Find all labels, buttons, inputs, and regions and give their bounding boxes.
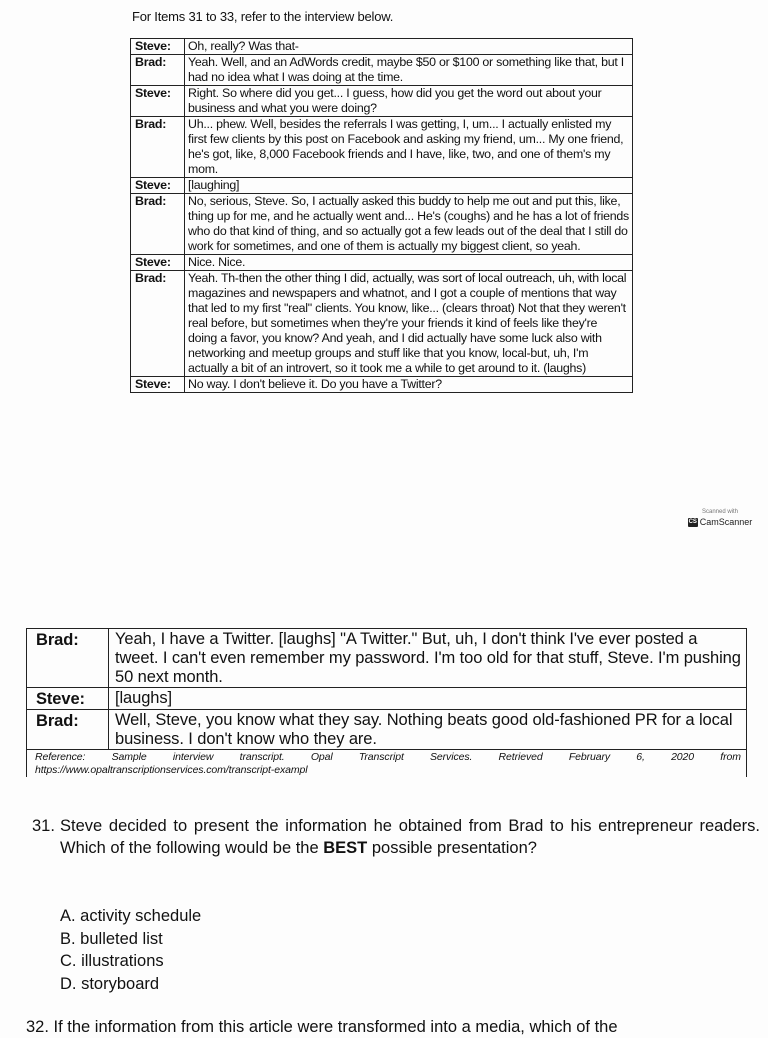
reference-word: interview: [172, 751, 214, 763]
question-31: [32, 815, 760, 859]
interview-table-part2: [26, 628, 747, 777]
answer-options: [60, 905, 201, 995]
reference-url: https://www.opaltranscriptionservices.com/transcript-exampl: [35, 764, 308, 776]
scanner-caption: Scanned with: [701, 509, 739, 515]
dialogue-row: [131, 178, 633, 194]
dialogue-row: [131, 194, 633, 255]
dialogue-row: [131, 255, 633, 271]
reference-word: Services.: [430, 751, 473, 763]
answer-option: A. activity schedule: [60, 907, 202, 925]
next-question-partial: 32. If the information from this article were transformed into a media, which of the: [26, 1018, 618, 1036]
answer-option: C. illustrations: [60, 952, 164, 970]
reference-word: February: [568, 751, 611, 763]
speaker-name: Brad:: [27, 629, 109, 688]
dialogue-text: [laughing]: [185, 178, 633, 194]
dialogue-row: [131, 271, 633, 377]
reference-row: [27, 750, 747, 778]
dialogue-text: No, serious, Steve. So, I actually asked this buddy to help me out and put this, like, thing up for me, and he actually went and... He's (coughs) and he has a lot of friends who do that kind of thing, and so actually got a few leads out of the deal that I still do work for sometimes, and one of them is actually my biggest client, so yeah.: [185, 194, 633, 255]
reference-word: Sample: [111, 751, 147, 763]
scanner-brand: CamScanner: [699, 517, 753, 527]
speaker-name: Steve:: [131, 255, 185, 271]
dialogue-row: [131, 55, 633, 86]
reference-word: Opal: [310, 751, 333, 763]
speaker-name: Brad:: [27, 710, 109, 750]
question-stem: Steve decided to present the information he obtained from Brad to his entrepreneur readers. Which of the following would be the BEST possible presentation?: [60, 817, 760, 857]
speaker-name: Steve:: [27, 688, 109, 710]
speaker-name: Steve:: [131, 39, 185, 55]
emphasis-best: BEST: [323, 839, 368, 857]
reference-word: from: [720, 751, 741, 763]
camscanner-watermark: [684, 509, 756, 527]
dialogue-text: Right. So where did you get... I guess, how did you get the word out about your business and what you were doing?: [185, 86, 633, 117]
dialogue-row: [27, 688, 747, 710]
dialogue-text: No way. I don't believe it. Do you have a Twitter?: [185, 377, 633, 393]
dialogue-text: Well, Steve, you know what they say. Nothing beats good old-fashioned PR for a local business. I don't know who they are.: [109, 710, 747, 750]
dialogue-row: [131, 86, 633, 117]
reference-word: Transcript: [358, 751, 404, 763]
dialogue-row: [131, 117, 633, 178]
dialogue-row: [27, 710, 747, 750]
reference-cell: [27, 750, 747, 778]
dialogue-text: Yeah. Th-then the other thing I did, actually, was sort of local outreach, uh, with local magazines and newspapers and whatnot, and I got a couple of mentions that way that led to my first "real" clients. You know, like... (clears throat) Not that they weren't real before, but sometimes when they're your friends it kind of feels like they're doing a favor, you know? And yeah, and I did actually have some luck also with networking and meetup groups and stuff like that you know, local-but, uh, I'm actually a bit of an introvert, so it took me a while to get around to it. (laughs): [185, 271, 633, 377]
reference-word: Retrieved: [498, 751, 543, 763]
camscanner-logo-icon: CS: [688, 518, 697, 525]
dialogue-row: [131, 377, 633, 393]
reference-word: 2020: [671, 751, 695, 763]
dialogue-row: [131, 39, 633, 55]
dialogue-text: Oh, really? Was that-: [185, 39, 633, 55]
answer-option: D. storyboard: [60, 974, 160, 993]
interview-table-part1: [130, 38, 633, 393]
answer-option: B. bulleted list: [60, 929, 163, 948]
reference-word: 6,: [636, 751, 645, 763]
reference-word: transcript.: [239, 751, 285, 763]
speaker-name: Steve:: [131, 86, 185, 117]
speaker-name: Brad:: [131, 55, 185, 86]
dialogue-text: Uh... phew. Well, besides the referrals I was getting, I, um... I actually enlisted my first few clients by this post on Facebook and asking my friend, um... My one friend, he's got, like, 8,000 Facebook friends and I have, like, two, and one of them's my mom.: [185, 117, 633, 178]
dialogue-text: [laughs]: [109, 688, 747, 710]
question-number: 31.: [32, 817, 55, 835]
speaker-name: Brad:: [131, 117, 185, 178]
reference-citation: [35, 751, 741, 764]
dialogue-row: [27, 629, 747, 688]
items-intro: For Items 31 to 33, refer to the interview below.: [132, 9, 394, 24]
dialogue-text: Yeah. Well, and an AdWords credit, maybe $50 or $100 or something like that, but I had no idea what I was doing at the time.: [185, 55, 633, 86]
dialogue-text: Yeah, I have a Twitter. [laughs] "A Twitter." But, uh, I don't think I've ever posted a tweet. I can't even remember my password. I'm too old for that stuff, Steve. I'm pushing 50 next month.: [109, 629, 747, 688]
speaker-name: Brad:: [131, 271, 185, 377]
dialogue-text: Nice. Nice.: [185, 255, 633, 271]
speaker-name: Steve:: [131, 178, 185, 194]
speaker-name: Brad:: [131, 194, 185, 255]
speaker-name: Steve:: [131, 377, 185, 393]
reference-word: Reference:: [35, 751, 86, 763]
